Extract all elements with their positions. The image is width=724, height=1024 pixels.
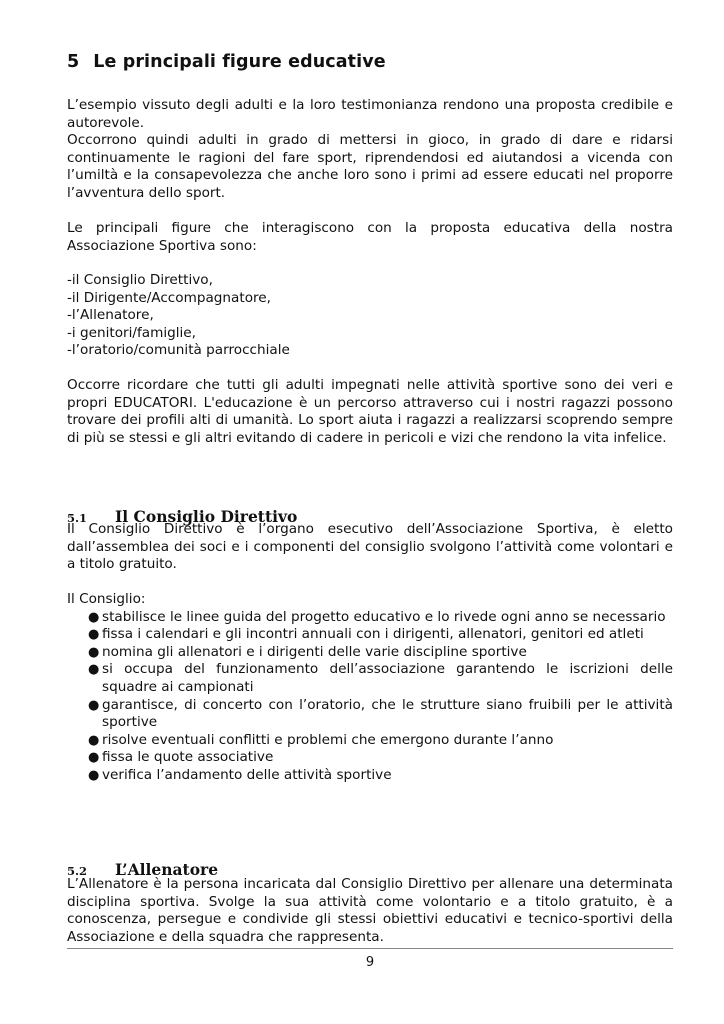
bullet-icon: ● — [88, 662, 100, 678]
list-item: ● fissa i calendari e gli incontri annuali con i dirigenti, allenatori, genitori ed atleti — [88, 626, 644, 643]
list-item: -l’Allenatore, — [67, 307, 154, 324]
list-item: ● nomina gli allenatori e i dirigenti delle varie discipline sportive — [88, 643, 527, 660]
bullet-icon: ● — [88, 732, 100, 748]
council-duties-list — [67, 609, 673, 785]
intro-paragraph-1: L’esempio vissuto degli adulti e la loro testimonianza rendono una proposta credibile e autorevole. — [67, 97, 673, 131]
bullet-icon: ● — [88, 609, 100, 625]
list-item: -i genitori/famiglie, — [67, 324, 196, 341]
intro-paragraph-1-block — [67, 97, 673, 203]
section-number: 5 — [67, 52, 80, 72]
intro-paragraph-3: Le principali figure che interagiscono con la proposta educativa della nostra Associazione Sportiva sono: — [67, 220, 673, 254]
subsection-title: L’Allenatore — [115, 860, 219, 879]
list-item: ● garantisce, di concerto con l’oratorio, che le strutture siano fruibili per le attività sportive — [88, 696, 673, 731]
intro-paragraph-4: Occorre ricordare che tutti gli adulti impegnati nelle attività sportive sono dei veri e propri EDUCATORI. L'educazione è un percorso attraverso cui i nostri ragazzi possono trovare dei profili alti di umanità. Lo sport aiuta i ragazzi a realizzarsi scoprendo sempre di più se stessi e gli altri evitando di cadere in pericoli e vizi che rendono la vita infelice. — [67, 377, 673, 446]
subsection-number: 5.2 — [67, 864, 88, 878]
s52-paragraph-1: L’Allenatore è la persona incaricata dal Consiglio Direttivo per allenare una determinata disciplina sportiva. Svolge la sua attività come volontario e a titolo gratuito, è a conoscenza, persegue e condivide gli stessi obiettivi educativi e tecnico-sportivi della Associazione e della squadra che rappresenta. — [67, 876, 673, 945]
subsection-title: Il Consiglio Direttivo — [115, 507, 298, 526]
bullet-icon: ● — [88, 750, 100, 766]
s51-paragraph-block — [67, 521, 673, 574]
list-item: -il Dirigente/Accompagnatore, — [67, 289, 271, 306]
subsection-number: 5.1 — [67, 511, 88, 525]
page-number: 9 — [365, 955, 375, 970]
bullet-icon: ● — [88, 697, 100, 713]
bullet-icon: ● — [88, 767, 100, 783]
s51-paragraph-1: Il Consiglio Direttivo è l’organo esecutivo dell’Associazione Sportiva, è eletto dall’assemblea dei soci e i componenti del consiglio svolgono l’attività come volontari e a titolo gratuito. — [67, 521, 673, 573]
list-item: ● verifica l’andamento delle attività sportive — [88, 766, 392, 783]
list-item: ● risolve eventuali conflitti e problemi che emergono durante l’anno — [88, 731, 554, 748]
footer-divider — [67, 948, 673, 949]
figures-list — [67, 272, 673, 360]
s52-paragraph-block — [67, 876, 673, 946]
intro-paragraph-3-block — [67, 220, 673, 255]
s51-lead: Il Consiglio: — [67, 591, 146, 607]
section-title: Le principali figure educative — [93, 52, 386, 72]
intro-paragraph-2: Occorrono quindi adulti in grado di mettersi in gioco, in grado di dare e ridarsi continuamente le ragioni del fare sport, riprendendosi ed aiutandosi a vicenda con l’umiltà e la consapevolezza che anche loro sono i primi ad essere educati nel proporre l’avventura dello sport. — [67, 132, 673, 201]
figures-list-block — [67, 272, 673, 360]
list-item: ● si occupa del funzionamento dell’associazione garantendo le iscrizioni delle squadre ai campionati — [88, 661, 673, 695]
bullet-icon: ● — [88, 627, 100, 643]
list-item: -l’oratorio/comunità parrocchiale — [67, 342, 290, 359]
section-heading — [67, 52, 386, 72]
s51-list-block — [67, 591, 673, 785]
bullet-icon: ● — [88, 644, 100, 660]
list-item: ● fissa le quote associative — [88, 749, 274, 766]
intro-paragraph-4-block — [67, 377, 673, 447]
list-item: ● stabilisce le linee guida del progetto educativo e lo rivede ogni anno se necessario — [88, 608, 666, 625]
list-item: -il Consiglio Direttivo, — [67, 272, 213, 288]
